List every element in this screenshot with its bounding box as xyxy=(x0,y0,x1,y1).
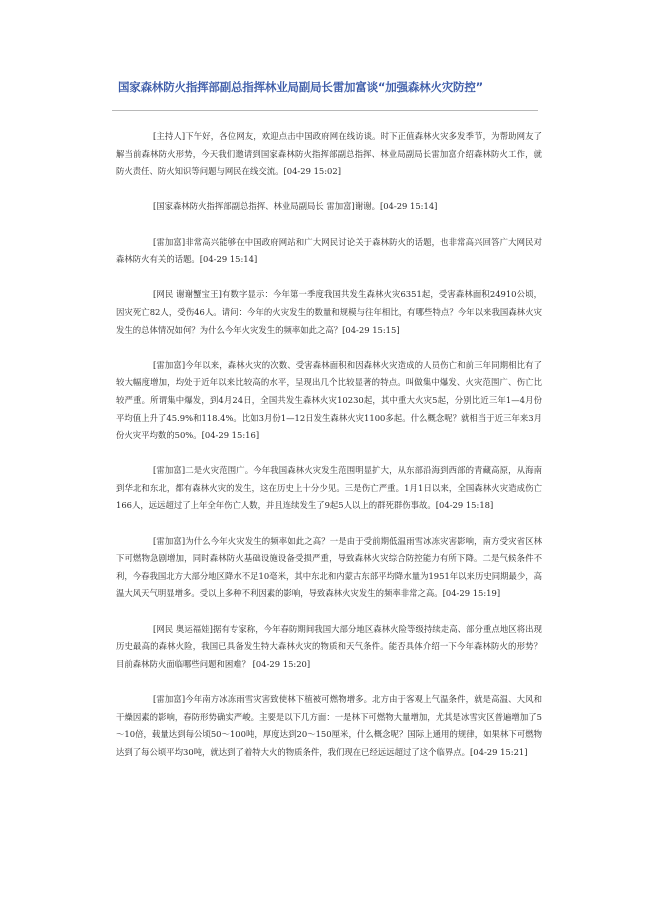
transcript-paragraph: [网民 谢谢蟹宝王]有数字显示：今年第一季度我国共发生森林火灾6351起，受害森林面积24910公顷，因灾死亡82人，受伤46人。请问：今年的火灾发生的数量和规模与往年相比，有哪些特点？今年以来我国森林火灾发生的总体情况如何？为什么今年火灾发生的频率如此之高？[04-29 15:15] xyxy=(116,289,542,335)
transcript-paragraph: [网民 奥运福娃]据有专家称，今年春防期间我国大部分地区森林火险等级持续走高、部分重点地区将出现历史最高的森林火险，我国已具备发生特大森林火灾的物质和天气条件。能否具体介绍一下今年森林防火的形势？目前森林防火面临哪些问题和困难？ [04-29 15:20] xyxy=(116,623,542,669)
transcript-paragraph: [雷加富]今年南方冰冻雨雪灾害致使林下植被可燃物增多。北方由于客观上气温条件，就是高温、大风和干燥因素的影响，春防形势确实严峻。主要是以下几方面：一是林下可燃物大量增加，尤其是冰雪灾区普遍增加了5～10倍，载量达到每公顷50～100吨，厚度达到20～150厘米，什么概念呢？国际上通用的规律，如果林下可燃物达到了每公顷平均30吨，就达到了着特大火的物质条件，我们现在已经远远超过了这个临界点。[04-29 15:21] xyxy=(116,694,542,757)
transcript-paragraph: [雷加富]非常高兴能够在中国政府网站和广大网民讨论关于森林防火的话题，也非常高兴回答广大网民对森林防火有关的话题。[04-29 15:14] xyxy=(116,236,542,265)
title-divider xyxy=(112,110,538,111)
interview-transcript xyxy=(116,128,542,779)
document-title: 国家森林防火指挥部副总指挥林业局副局长雷加富谈“加强森林火灾防控” xyxy=(118,80,484,94)
transcript-paragraph: [雷加富]今年以来，森林火灾的次数、受害森林面积和因森林火灾造成的人员伤亡和前三年同期相比有了较大幅度增加，均处于近年以来比较高的水平，呈现出几个比较显著的特点。叫做集中爆发、火灾范围广、伤亡比较严重。所谓集中爆发，到4月24日，全国共发生森林火灾10230起，其中重大火灾5起，分别比近三年1—4月份平均值上升了45.9%和118.4%。比如3月份1—12日发生森林火灾1100多起。什么概念呢？就相当于近三年来3月份火灾平均数的50%。[04-29 15:16] xyxy=(116,359,542,441)
transcript-paragraph: [主持人]下午好，各位网友，欢迎点击中国政府网在线访谈。时下正值森林火灾多发季节，为帮助网友了解当前森林防火形势，今天我们邀请到国家森林防火指挥部副总指挥、林业局副局长雷加富介绍森林防火工作，就防火责任、防火知识等问题与网民在线交流。[04-29 15:02] xyxy=(116,131,542,177)
transcript-paragraph: [雷加富]二是火灾范围广。今年我国森林火灾发生范围明显扩大，从东部沿海到西部的青藏高原，从海南到华北和东北，都有森林火灾的发生，这在历史上十分少见。三是伤亡严重。1月1日以来，全国森林火灾造成伤亡166人，远远超过了上年全年伤亡人数，并且连续发生了9起5人以上的群死群伤事故。[04-29 15:18] xyxy=(116,465,542,511)
transcript-paragraph: [雷加富]为什么今年火灾发生的频率如此之高？一是由于受前期低温雨雪冰冻灾害影响，南方受灾省区林下可燃物急剧增加，同时森林防火基础设施设备受损严重，导致森林火灾综合防控能力有所下降。二是气候条件不利，今春我国北方大部分地区降水不足10毫米，其中东北和内蒙古东部平均降水量为1951年以来历史同期最少，高温大风天气明显增多。受以上多种不利因素的影响，导致森林火灾发生的频率非常之高。[04-29 15:19] xyxy=(116,535,542,599)
transcript-paragraph: [国家森林防火指挥部副总指挥、林业局副局长 雷加富]谢谢。[04-29 15:14] xyxy=(153,201,438,212)
